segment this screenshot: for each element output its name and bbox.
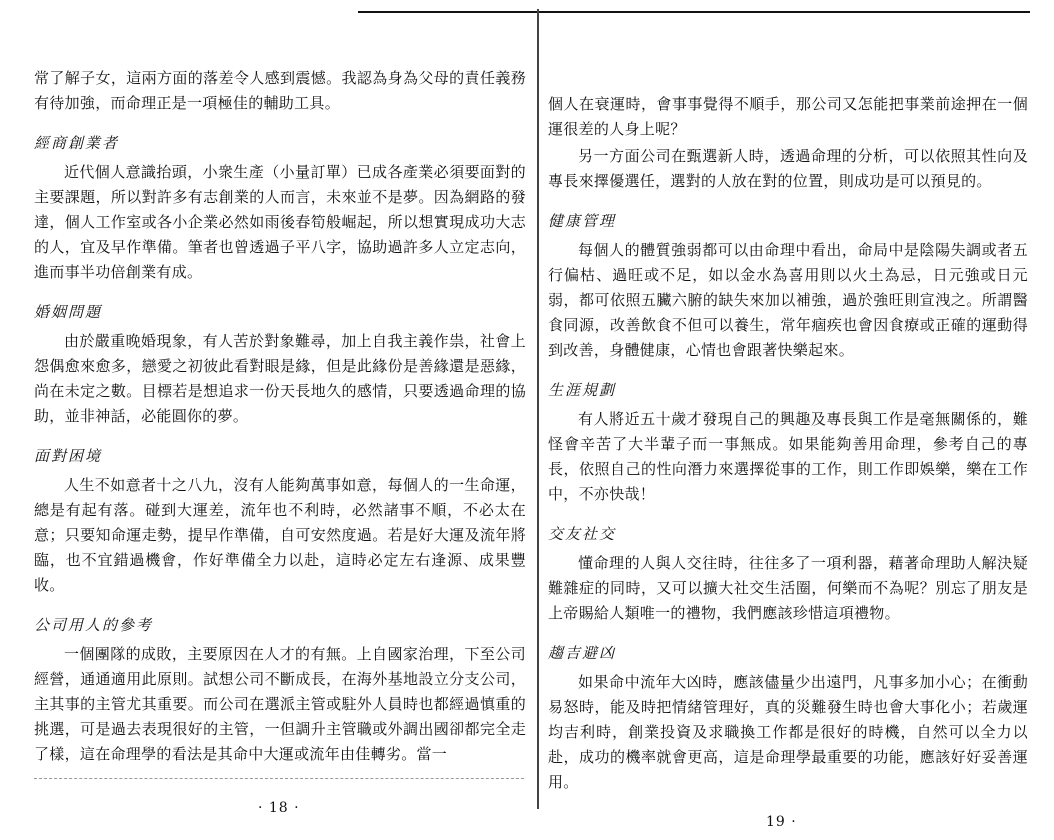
section-body-career: 有人將近五十歲才發現自己的興趣及專長與工作是毫無關係的，難怪會辛苦了大半輩子而一事無成。如果能夠善用命理，參考自己的專長，依照自己的性向潛力來選擇從事的工作，則工作即娛樂，樂在工作中，不亦快哉！ <box>548 410 1028 503</box>
section-heading-health: 健康管理 <box>548 212 617 230</box>
section-heading-marriage: 婚姻問題 <box>34 303 103 321</box>
right-page-content <box>548 92 1028 795</box>
right-page <box>548 0 1028 840</box>
section-heading-career: 生涯規劃 <box>548 381 617 399</box>
left-page-content <box>34 66 526 767</box>
section-heading-business: 經商創業者 <box>34 134 120 152</box>
right-intro-paragraph-2: 另一方面公司在甄選新人時，透過命理的分析，可以依照其性向及專長來擇優選任，選對的人放在對的位置，則成功是可以預見的。 <box>548 147 1028 190</box>
section-body-business: 近代個人意識抬頭，小衆生產（小量訂單）已成各產業必須要面對的主要課題，所以對許多有志創業的人而言，未來並不是夢。因為網路的發達，個人工作室或各小企業必然如雨後春筍般崛起，所以想實現成功大志的人，宜及早作準備。筆者也曾透過子平八字，協助過許多人立定志向，進而事半功倍創業有成。 <box>34 163 526 281</box>
section-body-health: 每個人的體質強弱都可以由命理中看出，命局中是陰陽失調或者五行偏枯、過旺或不足，如以金水為喜用則以火土為忌，日元強或日元弱，都可依照五臟六腑的缺失來加以補強，過於強旺則宣洩之。所謂醫食同源，改善飲食不但可以養生，常年痼疾也會因食療或正確的運動得到改善，身體健康，心情也會跟著快樂起來。 <box>548 241 1028 359</box>
section-body-hiring: 一個團隊的成敗，主要原因在人才的有無。上自國家治理，下至公司經營，通通適用此原則。試想公司不斷成長，在海外基地設立分支公司，主其事的主管尤其重要。而公司在選派主管或駐外人員時也都經過慎重的挑選，可是過去表現很好的主管，一但調升主管職或外調出國卻都完全走了樣，這在命理學的看法是其命中大運或流年由佳轉劣。當一 <box>34 645 526 763</box>
section-body-adversity: 人生不如意者十之八九，沒有人能夠萬事如意，每個人的一生命運，總是有起有落。碰到大運差，流年也不利時，必然諸事不順，不必太在意；只要知命運走勢，提早作準備，自可安然度過。若是好大運及流年將臨，也不宜錯過機會，作好準備全力以赴，這時必定左右逢源、成果豐收。 <box>34 476 526 594</box>
section-body-fortune: 如果命中流年大凶時，應該儘量少出遠門，凡事多加小心；在衝動易怒時，能及時把情緒管理好，真的災難發生時也會大事化小；若歲運均吉利時，創業投資及求職換工作都是很好的時機，自然可以全力以赴，成功的機率就會更高，這是命理學最重要的功能，應該好好妥善運用。 <box>548 673 1028 791</box>
left-intro-paragraph: 常了解子女，這兩方面的落差令人感到震憾。我認為身為父母的責任義務有待加強，而命理正是一項極佳的輔助工具。 <box>34 69 526 112</box>
page-number-left: · 18 · <box>258 800 300 816</box>
section-body-social: 懂命理的人與人交往時，往往多了一項利器，藉著命理助人解決疑難雜症的同時，又可以擴大社交生活圈，何樂而不為呢？別忘了朋友是上帝賜給人類唯一的禮物，我們應該珍惜這項禮物。 <box>548 554 1028 622</box>
page-number-right: 19 · <box>766 814 797 830</box>
right-intro-paragraph: 個人在衰運時，會事事覺得不順手，那公司又怎能把事業前途押在一個運很差的人身上呢？ <box>548 95 1028 138</box>
section-body-marriage: 由於嚴重晚婚現象，有人苦於對象難尋，加上自我主義作祟，社會上怨偶愈來愈多，戀愛之初彼此看對眼是緣，但是此緣份是善緣還是惡緣，尚在未定之數。目標若是想追求一份天長地久的感情，只要透過命理的協助，並非神話，必能圓你的夢。 <box>34 332 526 425</box>
section-heading-fortune: 趨吉避凶 <box>548 644 617 662</box>
footer-dash-left <box>34 778 524 780</box>
section-heading-social: 交友社交 <box>548 525 617 543</box>
section-heading-adversity: 面對困境 <box>34 447 103 465</box>
book-gutter <box>537 9 539 809</box>
left-page <box>34 0 526 840</box>
section-heading-hiring: 公司用人的參考 <box>34 616 154 634</box>
